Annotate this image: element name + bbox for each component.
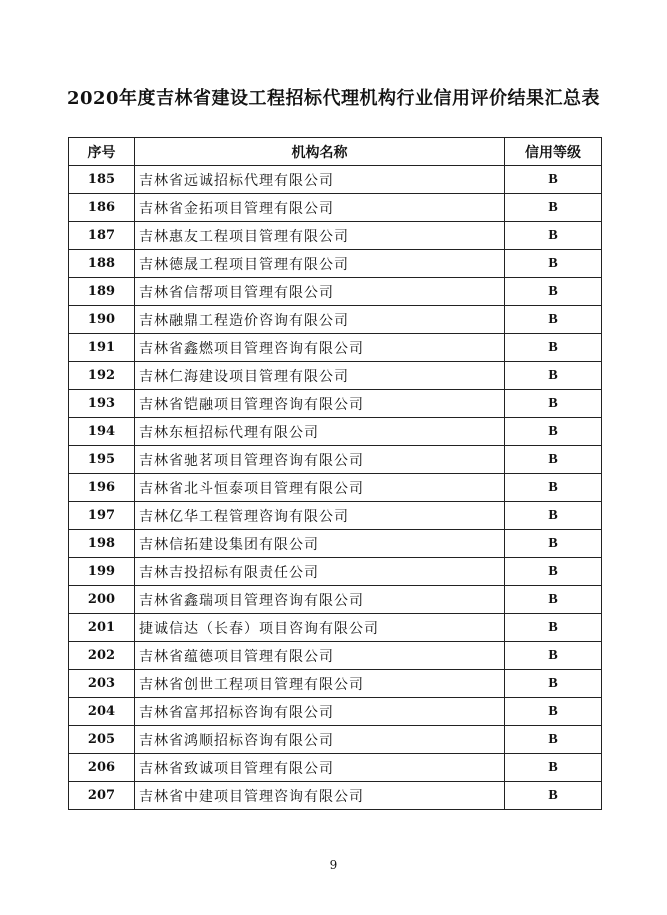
page-title: 2020年度吉林省建设工程招标代理机构行业信用评价结果汇总表 [66,88,601,109]
row-serial-number: 195 [69,446,135,474]
table-body [69,166,602,810]
row-organization-name: 吉林仁海建设项目管理有限公司 [135,362,505,390]
row-organization-name: 吉林省鸿顺招标咨询有限公司 [135,726,505,754]
row-organization-name: 吉林省中建项目管理咨询有限公司 [135,782,505,810]
row-organization-name: 吉林省远诚招标代理有限公司 [135,166,505,194]
table-row [69,194,602,222]
row-credit-grade: B [505,586,602,614]
row-credit-grade: B [505,698,602,726]
row-serial-number: 206 [69,754,135,782]
row-organization-name: 吉林省鑫瑞项目管理咨询有限公司 [135,586,505,614]
table-row [69,698,602,726]
table-row [69,782,602,810]
table-row [69,726,602,754]
row-credit-grade: B [505,222,602,250]
table-row [69,474,602,502]
row-serial-number: 190 [69,306,135,334]
row-organization-name: 吉林省驰茗项目管理咨询有限公司 [135,446,505,474]
row-serial-number: 189 [69,278,135,306]
row-credit-grade: B [505,250,602,278]
table-row [69,250,602,278]
row-organization-name: 吉林省北斗恒泰项目管理有限公司 [135,474,505,502]
row-serial-number: 196 [69,474,135,502]
row-credit-grade: B [505,614,602,642]
row-serial-number: 197 [69,502,135,530]
row-serial-number: 193 [69,390,135,418]
row-credit-grade: B [505,502,602,530]
row-serial-number: 203 [69,670,135,698]
row-organization-name: 吉林融鼎工程造价咨询有限公司 [135,306,505,334]
table-row [69,278,602,306]
row-credit-grade: B [505,726,602,754]
credit-rating-table [68,137,602,810]
row-credit-grade: B [505,278,602,306]
table-row [69,754,602,782]
header-organization-name: 机构名称 [135,138,505,166]
row-credit-grade: B [505,474,602,502]
table-row [69,446,602,474]
row-credit-grade: B [505,642,602,670]
table-row [69,166,602,194]
page-number: 9 [329,858,338,872]
header-credit-grade: 信用等级 [505,138,602,166]
table-row [69,222,602,250]
row-credit-grade: B [505,754,602,782]
row-credit-grade: B [505,166,602,194]
table-row [69,334,602,362]
row-credit-grade: B [505,194,602,222]
row-credit-grade: B [505,418,602,446]
table-row [69,306,602,334]
row-credit-grade: B [505,362,602,390]
table-row [69,670,602,698]
row-organization-name: 吉林省信帮项目管理有限公司 [135,278,505,306]
row-organization-name: 吉林省铠融项目管理咨询有限公司 [135,390,505,418]
table-header-row [69,138,602,166]
table-row [69,530,602,558]
row-serial-number: 204 [69,698,135,726]
row-serial-number: 205 [69,726,135,754]
row-serial-number: 191 [69,334,135,362]
row-credit-grade: B [505,530,602,558]
table-row [69,614,602,642]
row-organization-name: 吉林省蕴德项目管理有限公司 [135,642,505,670]
row-serial-number: 185 [69,166,135,194]
row-organization-name: 吉林信拓建设集团有限公司 [135,530,505,558]
table-row [69,418,602,446]
row-serial-number: 207 [69,782,135,810]
table-row [69,390,602,418]
row-serial-number: 202 [69,642,135,670]
row-serial-number: 187 [69,222,135,250]
header-serial-number: 序号 [69,138,135,166]
row-serial-number: 194 [69,418,135,446]
row-organization-name: 吉林省致诚项目管理有限公司 [135,754,505,782]
row-credit-grade: B [505,446,602,474]
row-serial-number: 192 [69,362,135,390]
row-credit-grade: B [505,334,602,362]
table-row [69,502,602,530]
row-serial-number: 199 [69,558,135,586]
row-credit-grade: B [505,558,602,586]
row-organization-name: 吉林省金拓项目管理有限公司 [135,194,505,222]
row-organization-name: 吉林惠友工程项目管理有限公司 [135,222,505,250]
row-organization-name: 吉林吉投招标有限责任公司 [135,558,505,586]
table-row [69,642,602,670]
table-row [69,558,602,586]
row-serial-number: 188 [69,250,135,278]
row-organization-name: 吉林省创世工程项目管理有限公司 [135,670,505,698]
row-credit-grade: B [505,782,602,810]
row-organization-name: 吉林东桓招标代理有限公司 [135,418,505,446]
table-row [69,362,602,390]
row-organization-name: 吉林省鑫燃项目管理咨询有限公司 [135,334,505,362]
row-serial-number: 200 [69,586,135,614]
table-row [69,586,602,614]
row-serial-number: 186 [69,194,135,222]
row-serial-number: 198 [69,530,135,558]
row-organization-name: 吉林省富邦招标咨询有限公司 [135,698,505,726]
row-credit-grade: B [505,306,602,334]
row-serial-number: 201 [69,614,135,642]
row-credit-grade: B [505,670,602,698]
row-organization-name: 吉林德晟工程项目管理有限公司 [135,250,505,278]
row-organization-name: 捷诚信达（长春）项目咨询有限公司 [135,614,505,642]
row-credit-grade: B [505,390,602,418]
row-organization-name: 吉林亿华工程管理咨询有限公司 [135,502,505,530]
